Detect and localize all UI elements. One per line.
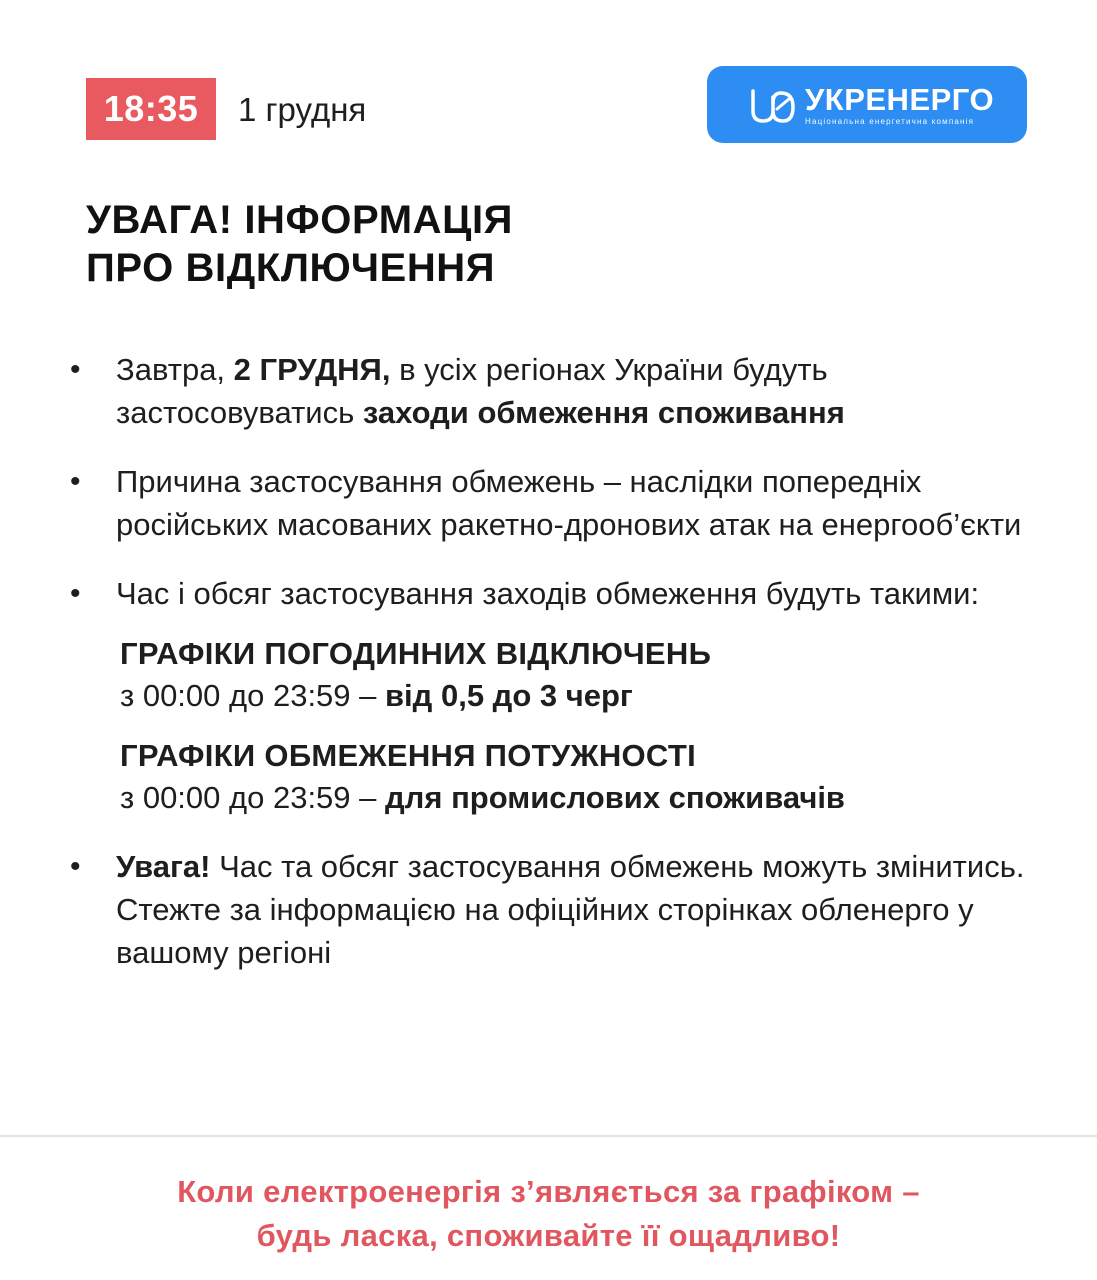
bullet-list	[70, 348, 1030, 1000]
list-item	[70, 460, 1030, 546]
bullet-dot-icon: •	[70, 577, 81, 610]
date-text: 1 грудня	[238, 91, 367, 128]
schedule-title: ГРАФІКИ ОБМЕЖЕННЯ ПОТУЖНОСТІ	[120, 738, 696, 773]
bullet-emphasis: заходи обмеження споживання	[362, 395, 845, 430]
schedule-title: ГРАФІКИ ПОГОДИННИХ ВІДКЛЮЧЕНЬ	[120, 636, 712, 671]
schedule-line	[120, 777, 1030, 819]
brand-subtitle: Національна енергетична компанія	[805, 117, 975, 126]
schedule-hourly	[120, 633, 1030, 717]
list-item	[70, 348, 1030, 434]
bullet-warning: Увага!	[116, 849, 211, 884]
schedule-time: з 00:00 до 23:59 –	[120, 780, 385, 815]
page-title	[86, 196, 513, 292]
title-line-1: УВАГА! ІНФОРМАЦІЯ	[86, 198, 514, 242]
schedule-value: від 0,5 до 3 черг	[385, 678, 633, 713]
schedule-section	[70, 633, 1030, 819]
schedule-time: з 00:00 до 23:59 –	[120, 678, 385, 713]
time-badge	[86, 78, 216, 140]
bullet-dot-icon: •	[70, 850, 81, 883]
list-item	[70, 572, 1030, 615]
bullet-text: Час і обсяг застосування заходів обмеження будуть такими:	[116, 576, 980, 611]
schedule-power-limit	[120, 735, 1030, 819]
brand-name: УКРЕНЕРГО	[805, 82, 995, 117]
bullet-text: Час та обсяг застосування обмежень можуть змінитись. Стежте за інформацією на офіційних сторінках обленерго у вашому регіоні	[116, 849, 1025, 970]
bullet-text: в усіх регіонах України будуть застосовуватись	[116, 352, 828, 430]
footer-line-2: будь ласка, споживайте її ощадливо!	[256, 1218, 841, 1253]
schedule-line	[120, 675, 1030, 717]
time-text: 18:35	[103, 88, 199, 129]
bullet-dot-icon: •	[70, 465, 81, 498]
divider	[0, 1135, 1097, 1137]
footer-note	[0, 1170, 1097, 1258]
title-line-2: ПРО ВІДКЛЮЧЕННЯ	[86, 246, 496, 290]
bullet-text: Завтра,	[116, 352, 234, 387]
list-item	[70, 845, 1030, 974]
footer-line-1: Коли електроенергія з’являється за графіком –	[177, 1174, 920, 1209]
bullet-text: Причина застосування обмежень – наслідки попередніх російських масованих ракетно-дронових атак на енергооб’єкти	[116, 464, 1022, 542]
ukrenergo-logo-icon	[747, 83, 799, 127]
bullet-dot-icon: •	[70, 353, 81, 386]
schedule-value: для промислових споживачів	[385, 780, 845, 815]
ukrenergo-logo	[707, 66, 1027, 143]
bullet-date: 2 ГРУДНЯ,	[233, 352, 391, 387]
